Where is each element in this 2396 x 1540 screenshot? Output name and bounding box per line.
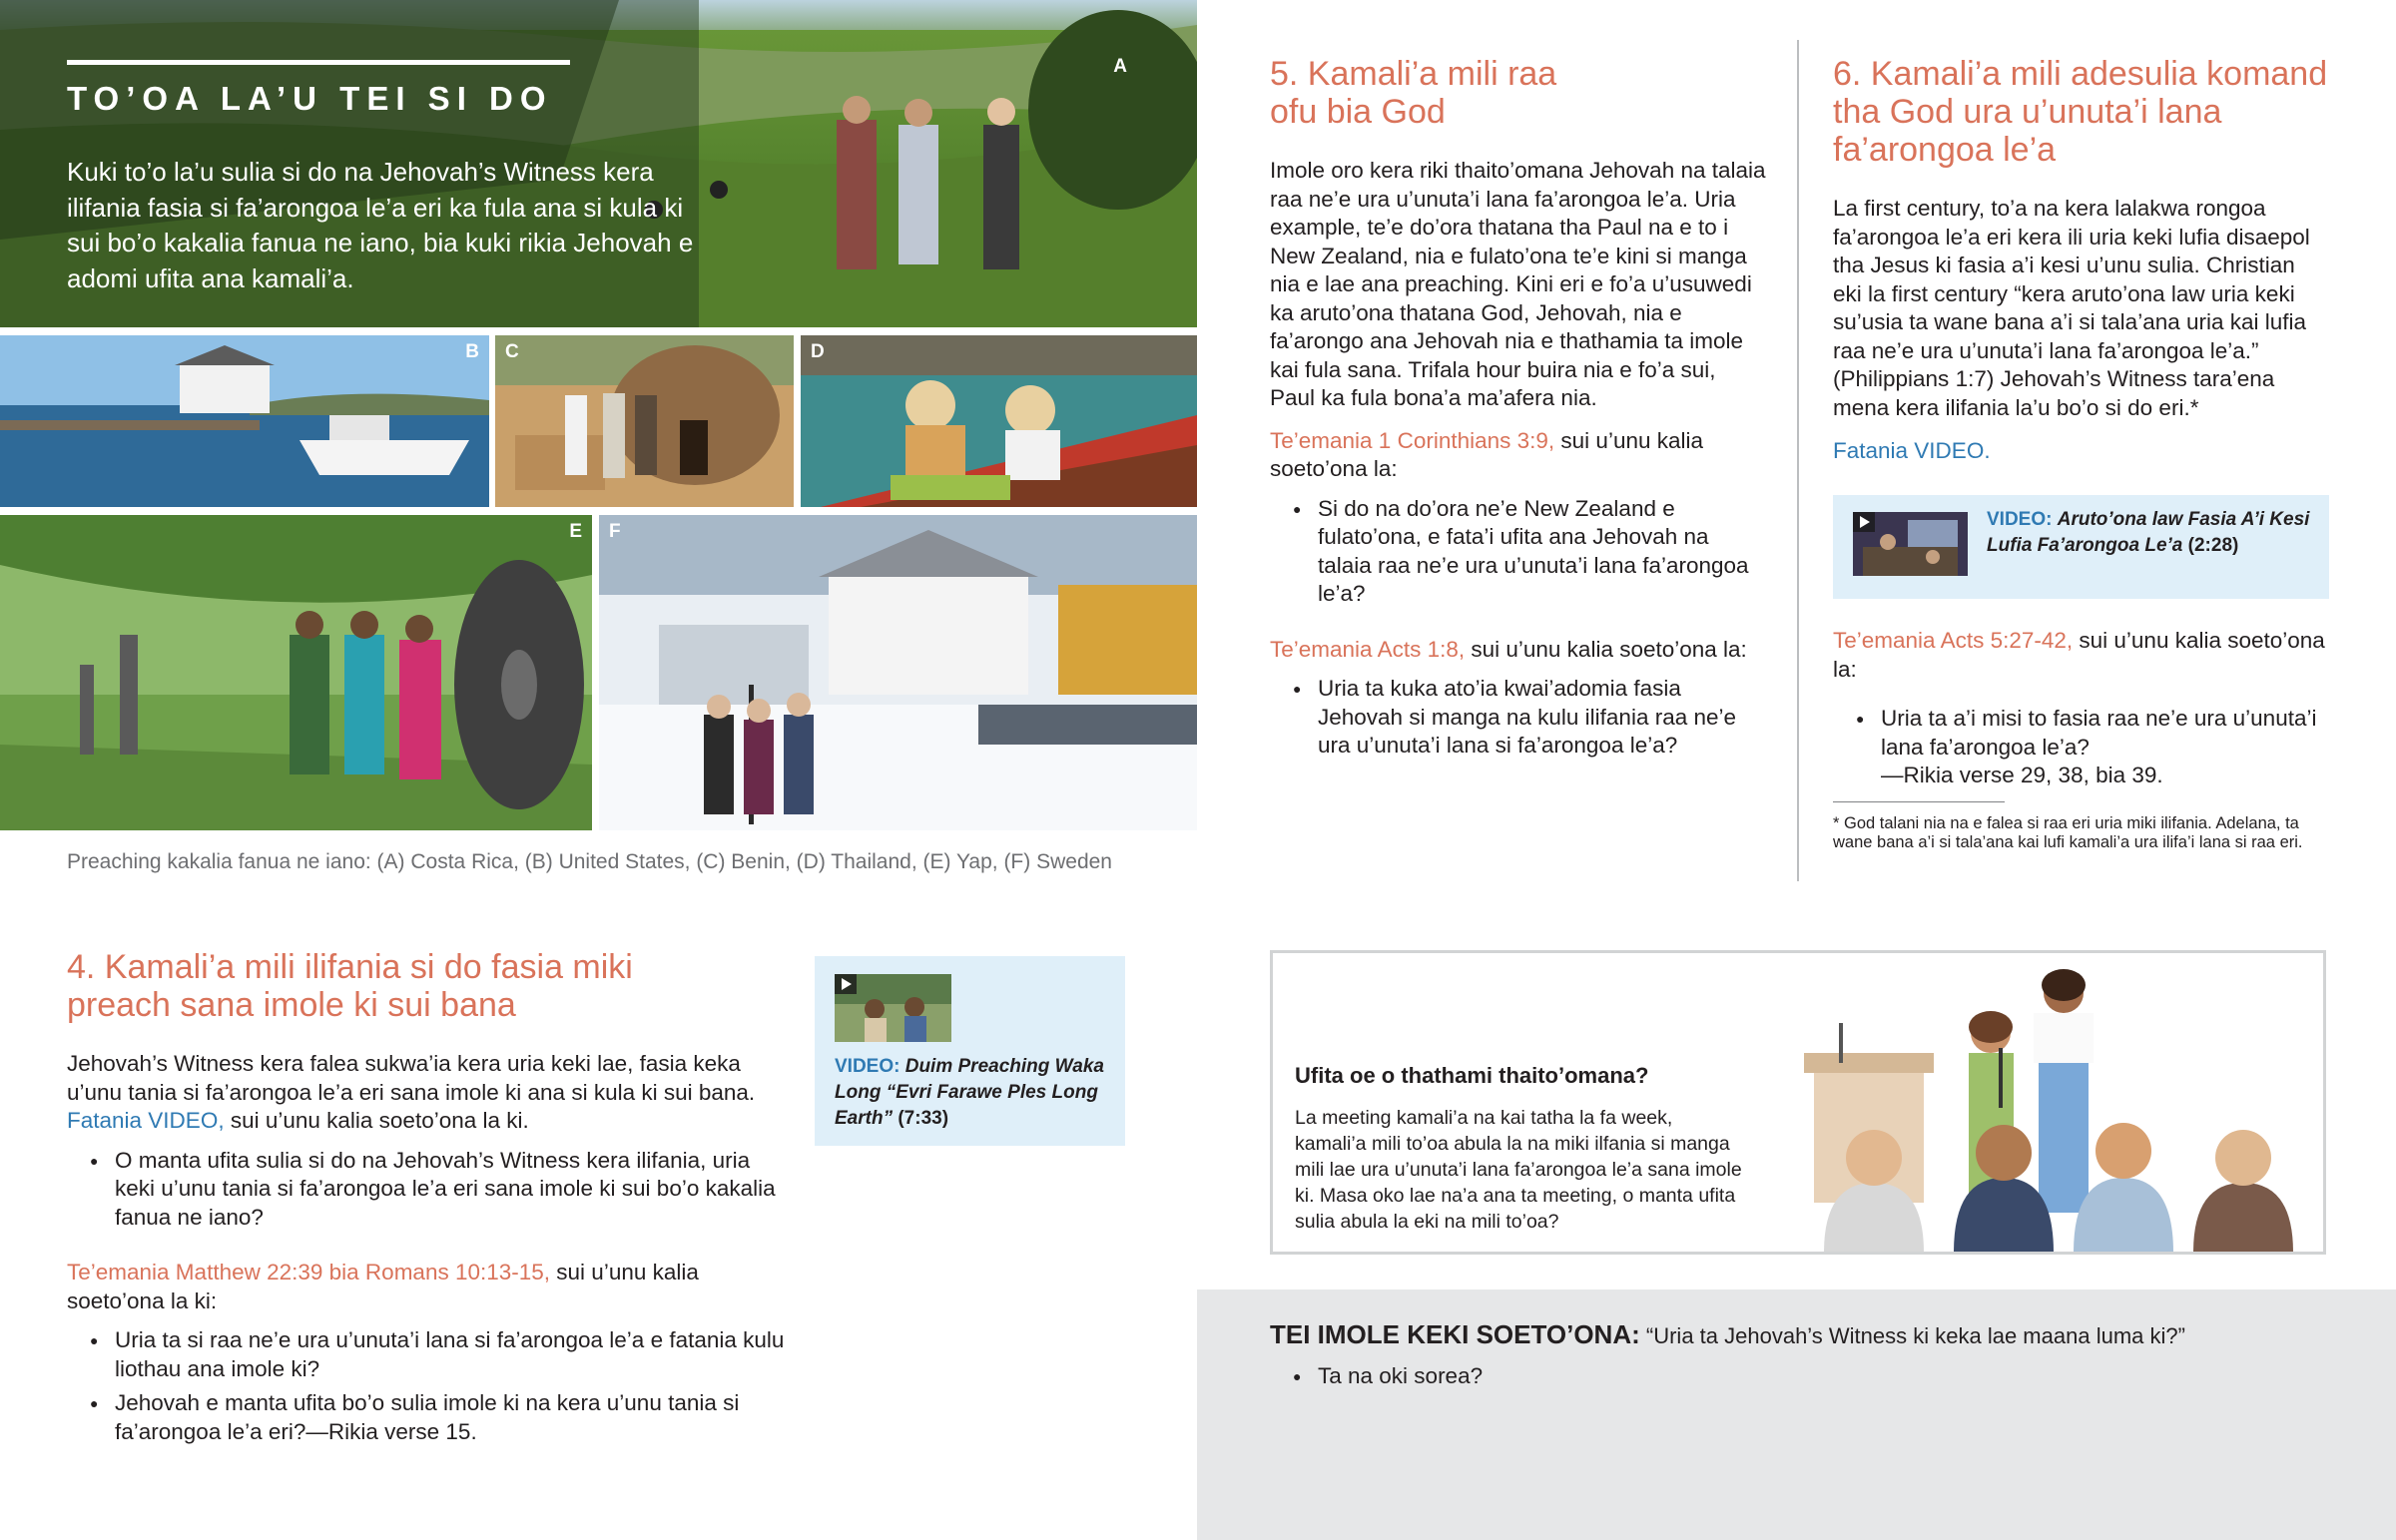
section-6-question-1: ● Uria ta a’i misi to fasia raa ne’e ura u’unuta’i lana fa’arongoa le’a? —Rikia verse 29, 38, bia 39. [1833, 705, 2329, 790]
section-5-heading: 5. Kamali’a mili raa ofu bia God [1270, 55, 1557, 131]
section-6-footnote: * God talani nia na e falea si raa eri uria miki ilifania. Adelana, ta wane bana a’i si tala’ana kai lufi kamali’a ura ilifa’i lana si raa eri. [1833, 813, 2303, 851]
hero-rule [67, 60, 570, 65]
photo-label-e: E [569, 521, 582, 542]
section-6-video-box[interactable] [1833, 495, 2329, 599]
footer-questions [1270, 1362, 2268, 1391]
section-4-questions-2 [67, 1326, 786, 1446]
section-4-scripture-line: Te’emania Matthew 22:39 bia Romans 10:13-15, sui u’unu kalia soeto’ona la ki: [67, 1260, 699, 1313]
footnote-rule [1833, 801, 2005, 802]
hero-title: TO’OA LA’U TEI SI DO [67, 80, 553, 117]
photo-caption: Preaching kakalia fanua ne iano: (A) Costa Rica, (B) United States, (C) Benin, (D) Thailand, (E) Yap, (F) Sweden [67, 850, 1112, 873]
question-footer-band [1197, 1289, 2396, 1540]
section-5-question-1: ● Si do na do’ora ne’e New Zealand e fulato’ona, e fata’i ufita ana Jehovah na talaia raa ne’e ura u’unuta’i lana fa’arongoa le’a? [1270, 495, 1766, 609]
section-4-paragraph: Jehovah’s Witness kera falea sukwa’ia kera uria keki lae, fasia keka u’unu tania si fa’arongoa le’a eri sana imole ki ana si kula ki sui bana. Fatania VIDEO, sui u’unu kalia soeto’ona la ki. [67, 1051, 756, 1133]
section-5-scripture-line-2: Te’emania Acts 1:8, sui u’unu kalia soeto’ona la: [1270, 636, 1747, 662]
meeting-illustration [1784, 953, 2323, 1253]
section-6-heading: 6. Kamali’a mili adesulia komand tha God ura u’unuta’i lana fa’arongoa le’a [1833, 55, 2328, 169]
callout-title: Ufita oe o thathami thaito’omana? [1295, 1063, 1649, 1088]
photo-united-states [0, 335, 489, 507]
footer-label: TEI IMOLE KEKI SOETO’ONA: [1270, 1319, 1640, 1349]
footer-question: “Uria ta Jehovah’s Witness ki keka lae maana luma ki?” [1639, 1323, 2185, 1348]
section-4-video-caption: VIDEO: Duim Preaching Waka Long “Evri Farawe Ples Long Earth” (7:33) [835, 1056, 1104, 1129]
section-6-scripture-ref[interactable]: Te’emania Acts 5:27-42, [1833, 628, 2074, 653]
section-6-lower [1833, 627, 2329, 853]
section-5-body [1270, 157, 1766, 761]
section-4-question-1: ● O manta ufita sulia si do na Jehovah’s Witness kera ilifania, uria keki u’unu tania si fa’arongoa le’a eri sana imole ki sui bo’o kakalia fanua ne iano? [67, 1147, 786, 1233]
section-5-scripture-ref-1[interactable]: Te’emania 1 Corinthians 3:9, [1270, 427, 1555, 453]
footer-question-bullet: ● Ta na oki sorea? [1270, 1362, 2268, 1391]
section-4-heading: 4. Kamali’a mili ilifania si do fasia miki preach sana imole ki sui bana [67, 948, 633, 1024]
meeting-callout-box [1270, 950, 2326, 1255]
footer-question-line [1270, 1319, 2368, 1351]
section-4-video-thumbnail[interactable] [835, 974, 951, 1042]
photo-label-a: A [1113, 56, 1127, 77]
section-5-questions-2 [1270, 675, 1766, 761]
section-4-video-box[interactable] [815, 956, 1125, 1146]
photo-label-d: D [811, 341, 825, 362]
section-6-body [1833, 195, 2329, 466]
section-6-video-thumbnail[interactable] [1853, 512, 1968, 576]
column-divider [1797, 40, 1799, 881]
section-6-scripture-line: Te’emania Acts 5:27-42, sui u’unu kalia soeto’ona la: [1833, 628, 2325, 682]
section-4-question-3: ● Jehovah e manta ufita bo’o sulia imole ki na kera u’unu tania si fa’arongoa le’a eri?—Rikia verse 15. [67, 1389, 786, 1446]
section-5-question-2: ● Uria ta kuka ato’ia kwai’adomia fasia Jehovah si manga na kulu ilifania raa ne’e ura u’unuta’i lana si fa’arongoa le’a? [1270, 675, 1766, 761]
section-6-paragraph: La first century, to’a na kera lalakwa rongoa fa’arongoa le’a eri kera ili uria keki lufia disaepol tha Jesus ki fasia a’i kesi u’unu sulia. Christian eki la first century “kera aruto’ona law uria keki su’usia ta wane bana a’i si tala’ana uria kai lufia raa ne’e ura u’unuta’i lana fa’arongoa le’a.” (Philippians 1:7) Jehovah’s Witness tara’ena mena kera ilifania la’u bo’o si do eri.* [1833, 196, 2310, 420]
section-4-video-title[interactable]: Duim Preaching Waka Long “Evri Farawe Ples Long Earth” [835, 1056, 1104, 1129]
photo-label-c: C [505, 341, 519, 362]
section-5-questions-1 [1270, 495, 1766, 609]
section-4-body [67, 1050, 786, 1446]
section-6-questions [1833, 705, 2329, 790]
hero-text: Kuki to’o la’u sulia si do na Jehovah’s Witness kera ilifania fasia si fa’arongoa le’a eri ka fula ana si kula ki sui bo’o kakalia fanua ne iano, bia kuki rikia Jehovah e adomi ufita ana kamali’a. [67, 157, 694, 293]
section-6-video-caption: VIDEO: Aruto’ona law Fasia A’i Kesi Lufia Fa’arongoa Le’a (2:28) [1987, 509, 2310, 556]
photo-label-b: B [465, 341, 479, 362]
section-4-scripture-ref[interactable]: Te’emania Matthew 22:39 bia Romans 10:13-15, [67, 1260, 551, 1284]
section-5-paragraph: Imole oro kera riki thaito’omana Jehovah na talaia raa ne’e ura u’unuta’i lana fa’arongoa le’a. Uria example, te’e do’ora thatana tha Paul na e to i New Zealand, nia e fulato’ona te’e kini si manga nia e lae ana preaching. Kini eri e fo’a u’usuwedi ka aruto’ona thatana God, Jehovah, nia e fa’arongo ana Jehovah nia e thathamia ta imole kai fula sana. Trifala hour buira nia e fo’a sui, Paul ka fula bona’a ma’afera nia. [1270, 158, 1766, 410]
section-5-scripture-ref-2[interactable]: Te’emania Acts 1:8, [1270, 636, 1466, 662]
section-6-video-link[interactable]: Fatania VIDEO. [1833, 438, 1991, 463]
photo-yap [0, 515, 592, 830]
photo-label-f: F [609, 521, 621, 542]
section-6-video-title[interactable]: Aruto’ona law Fasia A’i Kesi Lufia Fa’arongoa Le’a [1987, 509, 2310, 556]
section-4-questions-1 [67, 1147, 786, 1233]
section-5-scripture-line-1: Te’emania 1 Corinthians 3:9, sui u’unu kalia soeto’ona la: [1270, 427, 1704, 481]
photo-benin [495, 335, 794, 507]
section-4-question-2: ● Uria ta si raa ne’e ura u’unuta’i lana si fa’arongoa le’a e fatania kulu liothau ana imole ki? [67, 1326, 786, 1383]
photo-sweden [599, 515, 1197, 830]
photo-thailand [801, 335, 1197, 507]
section-4-video-link[interactable]: Fatania VIDEO, [67, 1108, 225, 1133]
callout-text: La meeting kamali’a na kai tatha la fa week, kamali’a mili to’oa abula la na miki ilfania si manga mili lae ura u’unuta’i lana fa’arongoa le’a sana imole ki. Masa oko lae na’a ana ta meeting, o manta ufita sulia abula la eki na mili to’oa? [1295, 1107, 1742, 1233]
